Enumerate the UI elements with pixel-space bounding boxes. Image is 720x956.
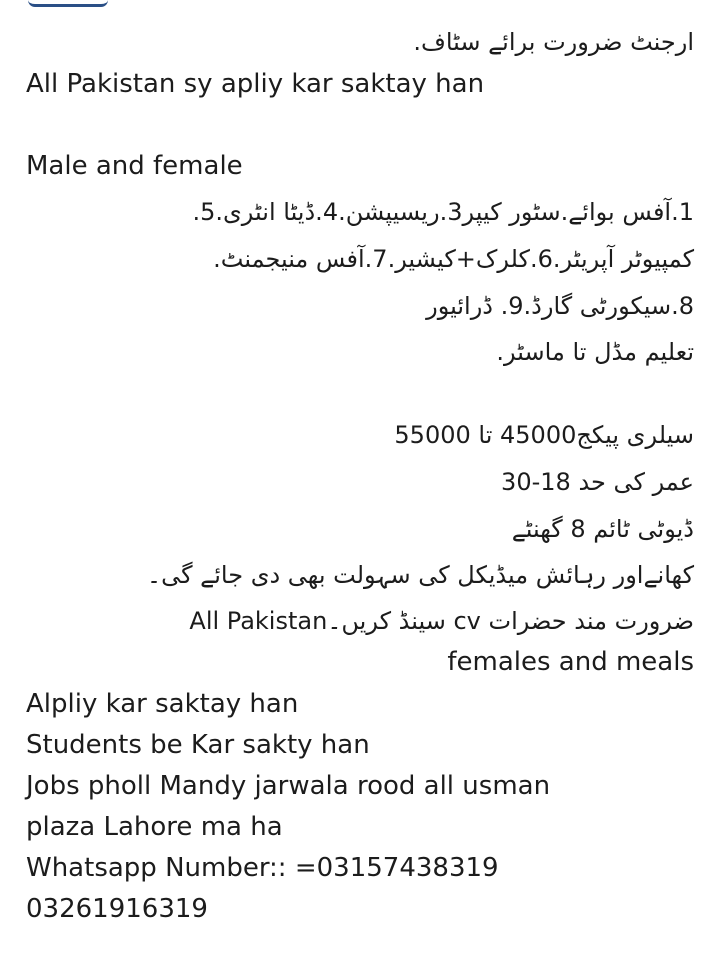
second-phone-number: 03261916319 [26, 894, 208, 924]
header-logo-edge [28, 0, 108, 7]
location-line-2: plaza Lahore ma ha [26, 812, 283, 842]
location-line-1: Jobs pholl Mandy jarwala rood all usman [26, 771, 551, 801]
positions-line-1: 1.آفس بوائے.سٹور کیپر3.ریسیپشن.4.ڈیٹا انٹری.5. [192, 198, 694, 226]
positions-line-2: کمپیوٹر آپریٹر.6.کلرک+کیشیر.7.آفس منیجمنٹ. [213, 245, 694, 273]
male-female-line: Male and female [26, 151, 243, 181]
urgent-staff-heading: ارجنٹ ضرورت برائے سٹاف. [413, 28, 694, 56]
positions-line-3: 8.سیکورٹی گارڈ.9. ڈرائیور [426, 292, 694, 320]
all-pakistan-apply-line: All Pakistan sy apliy kar saktay han [26, 69, 485, 99]
facilities-line: کھانےاور رہائش میڈیکل کی سہولت بھی دی جائے گی۔ [147, 561, 694, 589]
age-limit-line: عمر کی حد 18-30 [501, 468, 694, 496]
salary-package-line: سیلری پیکج45000 تا 55000 [394, 421, 694, 449]
students-line: Students be Kar sakty han [26, 730, 370, 760]
apply-line: Alpliy kar saktay han [26, 689, 299, 719]
females-meals-line: females and meals [447, 647, 694, 677]
send-cv-line: ضرورت مند حضرات cv سینڈ کریں۔All Pakistan [189, 607, 694, 635]
education-line: تعلیم مڈل تا ماسٹر. [496, 338, 694, 366]
duty-time-line: ڈیوٹی ٹائم 8 گھنٹے [511, 515, 694, 543]
whatsapp-number-line: Whatsapp Number:: =03157438319 [26, 853, 499, 883]
